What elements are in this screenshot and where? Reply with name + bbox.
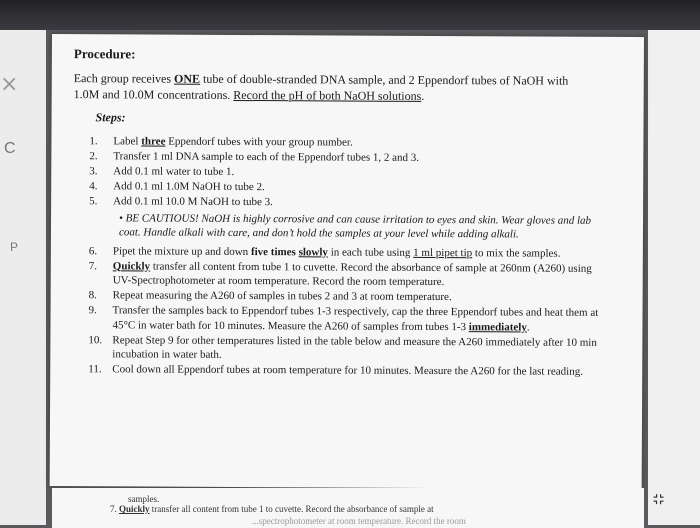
- step-emphasis: five times: [250, 245, 296, 258]
- step-number: 5.: [89, 195, 98, 208]
- step-text: Transfer 1 ml DNA sample to each of the Eppendorf tubes 1, 2 and 3.: [113, 150, 420, 164]
- step-emphasis: Quickly: [112, 259, 151, 273]
- step-text: Label: [113, 135, 142, 148]
- step-text: transfer all content from tube 1 to cuvette. Record the absorbance of sample at 260nm (A260) using UV-Spectrophotometer at room temperature. Record the room temperature.: [112, 260, 592, 289]
- step-text: Eppendorf tubes with your group number.: [165, 135, 353, 149]
- close-icon[interactable]: ×: [0, 72, 19, 97]
- step-text: Repeat Step 9 for other temperatures listed in the table below and measure the A260 immediately after 10 min incubation in water bath.: [112, 333, 597, 361]
- step-item: [88, 303, 608, 335]
- intro-text: .: [421, 88, 425, 103]
- right-panel: [648, 30, 700, 525]
- step-number: 2.: [89, 150, 98, 163]
- procedure-heading: Procedure:: [73, 46, 136, 62]
- lower-page-step: [110, 504, 434, 515]
- step-text: Cool down all Eppendorf tubes at room temperature for 10 minutes. Measure the A260 for the last reading.: [112, 363, 584, 378]
- step-item: [89, 194, 609, 211]
- step-text: Add 0.1 ml 1.0M NaOH to tube 2.: [113, 180, 265, 194]
- steps-list: [88, 134, 609, 380]
- step-number: 8.: [88, 289, 97, 302]
- step-text: to mix the samples.: [472, 246, 561, 260]
- lower-page-fragment: [52, 488, 644, 528]
- side-letter-p: P: [10, 240, 19, 254]
- step-emphasis: 1 ml pipet tip: [413, 246, 473, 259]
- expand-icon[interactable]: [652, 492, 672, 508]
- step-number: 3.: [89, 165, 98, 178]
- document-page: [50, 34, 644, 489]
- step-number: 11.: [88, 363, 102, 376]
- step-number: 7.: [88, 259, 98, 272]
- step-emphasis: Quickly: [119, 504, 150, 514]
- step-number: 9.: [88, 304, 97, 317]
- step-text: in each tube using: [327, 245, 414, 259]
- lower-page-text: ...spectrophotometer at room temperature. Record the room: [252, 516, 466, 526]
- procedure-intro: [74, 70, 594, 105]
- step-number: 4.: [89, 180, 98, 193]
- side-letter-c: C: [4, 140, 16, 157]
- lower-page-text: samples.: [128, 494, 160, 504]
- intro-text: tube of double-stranded DNA sample, and 2 Eppendorf tubes of NaOH with 1.0M and 10.0M concentrations.: [73, 71, 569, 102]
- step-item: [88, 333, 608, 365]
- step-text: Add 0.1 ml 10.0 M NaOH to tube 3.: [113, 195, 273, 209]
- step-text: .: [526, 320, 530, 334]
- intro-emphasis: ONE: [174, 71, 201, 86]
- window-top-bar: [0, 0, 700, 30]
- step-number: 1.: [89, 135, 98, 148]
- step-text: Add 0.1 ml water to tube 1.: [113, 165, 235, 178]
- step-number: 10.: [88, 333, 103, 346]
- step-item: [89, 259, 609, 291]
- step-text: Pipet the mixture up and down: [112, 244, 251, 258]
- steps-title: Steps:: [95, 110, 126, 125]
- step-text: Transfer the samples back to Eppendorf tubes 1-3 respectively, cap the three Eppendorf tubes and heat them at 45°C in water bath for 10 minutes. Measure the A260 of samples from tubes 1-3: [112, 304, 599, 333]
- step-text: Repeat measuring the A260 of samples in tubes 2 and 3 at room temperature.: [112, 289, 452, 304]
- step-text: transfer all content from tube 1 to cuvette. Record the absorbance of sample at: [149, 504, 434, 514]
- left-panel: [0, 30, 46, 525]
- caution-note: • BE CAUTIOUS! NaOH is highly corrosive and can cause irritation to eyes and skin. Wear gloves and lab coat. Handle alkali with care, and don’t hold the samples at your level while adding alkali.: [118, 211, 592, 241]
- intro-text: Each group receives: [73, 71, 175, 86]
- expand-icon-glyph: [652, 492, 666, 506]
- intro-record: Record the pH of both NaOH solutions: [233, 87, 422, 103]
- step-number: 6.: [88, 244, 98, 257]
- step-emphasis: immediately: [468, 320, 527, 333]
- step-number: 7.: [110, 504, 117, 514]
- step-item: [88, 362, 608, 379]
- step-emphasis: slowly: [298, 245, 328, 258]
- step-emphasis: three: [141, 135, 166, 148]
